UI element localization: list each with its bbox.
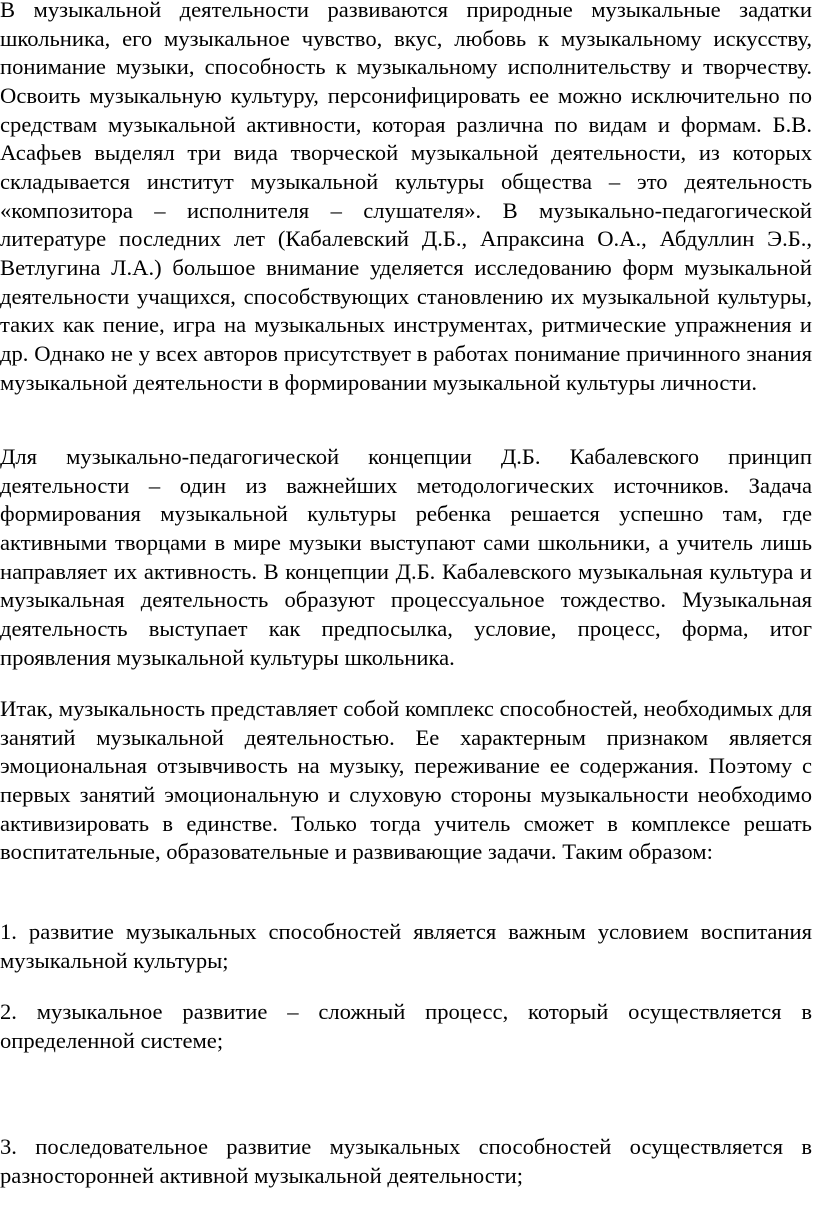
paragraph-musical-activity: В музыкальной деятельности развиваются природные музыкальные задатки школьника, его музыкальное чувство, вкус, любовь к музыкальному искусству, понимание музыки, способность к музыкальному исполнительству и творчеству. Освоить музыкальную культуру, персонифицировать ее можно исключительно по средствам музыкальной активности, которая различна по видам и формам. Б.В. Асафьев выделял три вида творческой музыкальной деятельности, из которых складывается институт музыкальной культуры общества – это деятельность «композитора – исполнителя – слушателя». В музыкально-педагогической литературе последних лет (Кабалевский Д.Б., Апраксина О.А., Абдуллин Э.Б., Ветлугина Л.А.) большое внимание уделяется исследованию форм музыкальной деятельности учащихся, способствующих становлению их музыкальной культуры, таких как пение, игра на музыкальных инструментах, ритмические упражнения и др. Однако не у всех авторов присутствует в работах понимание причинного знания музыкальной деятельности в формировании музыкальной культуры личности. [0,0,812,395]
list-item-2: 2. музыкальное развитие – сложный процесс, который осуществляется в определенной системе; [0,999,812,1053]
list-item-3: 3. последовательное развитие музыкальных способностей осуществляется в разносторонней активной музыкальной деятельности; [0,1134,812,1188]
paragraph-musicality-summary: Итак, музыкальность представляет собой комплекс способностей, необходимых для занятий музыкальной деятельностью. Ее характерным признаком является эмоциональная отзывчивость на музыку, переживание ее содержания. Поэтому с первых занятий эмоциональную и слуховую стороны музыкальности необходимо активизировать в единстве. Только тогда учитель сможет в комплексе решать воспитательные, образовательные и развивающие задачи. Таким образом: [0,696,812,865]
list-item-1: 1. развитие музыкальных способностей является важным условием воспитания музыкальной культуры; [0,919,812,973]
paragraph-kabalevsky-concept: Для музыкально-педагогической концепции Д.Б. Кабалевского принцип деятельности – один из важнейших методологических источников. Задача формирования музыкальной культуры ребенка решается успешно там, где активными творцами в мире музыки выступают сами школьники, а учитель лишь направляет их активность. В концепции Д.Б. Кабалевского музыкальная культура и музыкальная деятельность образуют процессуальное тождество. Музыкальная деятельность выступает как предпосылка, условие, процесс, форма, итог проявления музыкальной культуры школьника. [0,444,812,670]
